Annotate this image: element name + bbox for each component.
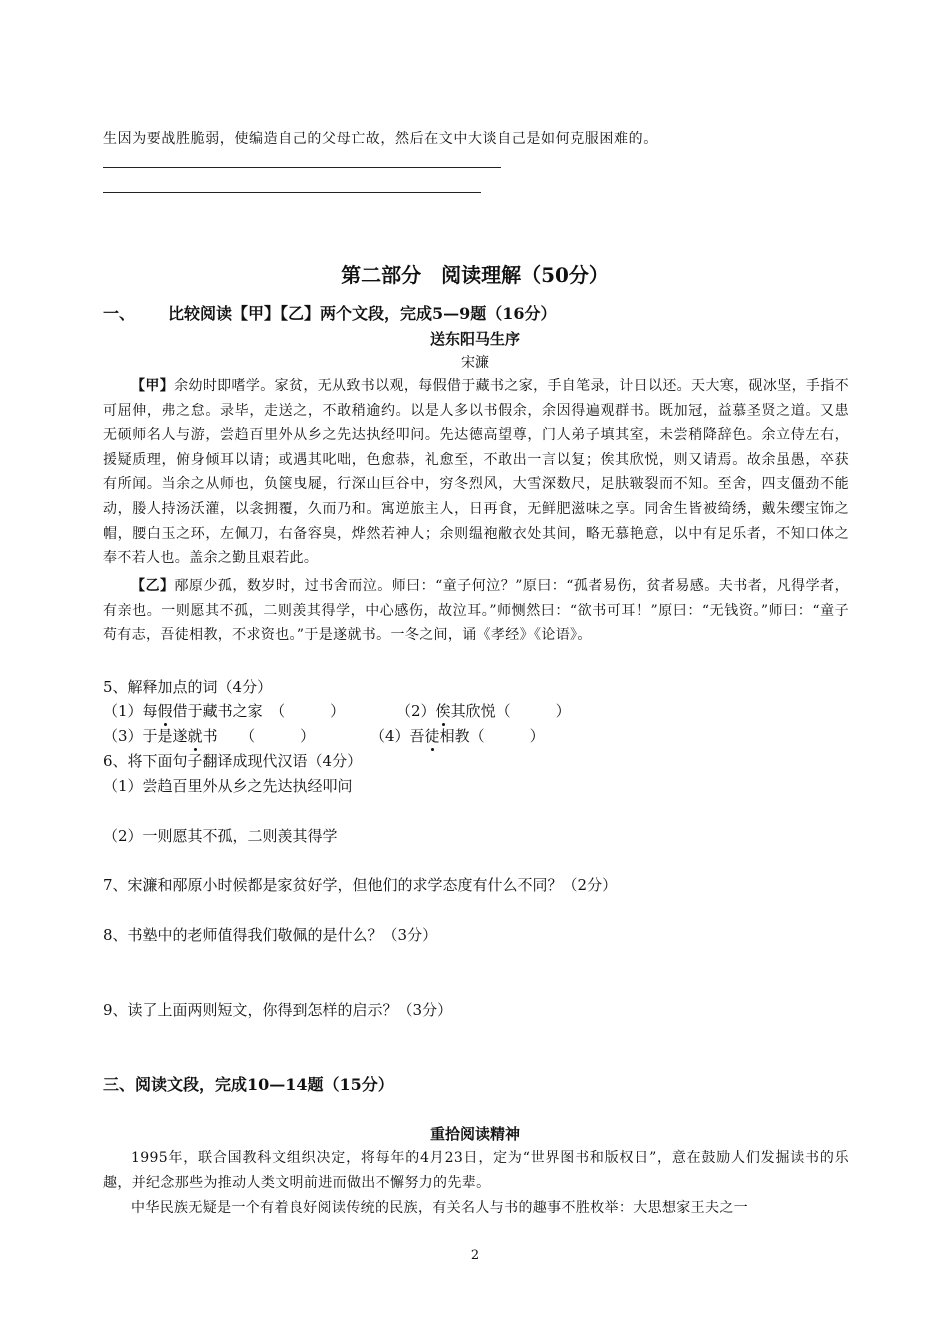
passage-title: 送东阳马生序: [429, 330, 520, 348]
q5-2-post: 其欣悦（ ）: [450, 702, 571, 720]
q5-3-post: 书 （ ）: [202, 727, 316, 745]
question-6-1: （1）尝趋百里外从乡之先达执经叩问: [103, 777, 353, 795]
question-6: 6、将下面句子翻译成现代汉语（4分）: [103, 752, 363, 770]
carryover-text: 生因为要战胜脆弱，使编造自己的父母亡故，然后在文中大谈自己是如何克服困难的。: [103, 131, 658, 147]
question-5: 5、解释加点的词（4分）: [103, 678, 273, 696]
question-9: 9、读了上面两则短文，你得到怎样的启示？（3分）: [103, 1001, 453, 1019]
section-3-heading: 三、阅读文段，完成10—14题（15分）: [103, 1075, 394, 1094]
part-title: 第二部分 阅读理解（50分）: [341, 263, 609, 287]
q5-1-dotted-word: 假: [157, 702, 173, 720]
q5-1-pre: （1）每: [103, 702, 158, 720]
passage-yi: [103, 574, 849, 648]
page-number: 2: [470, 1248, 480, 1263]
question-5-4: [370, 725, 545, 746]
section-3-paragraph-1: 1995年，联合国教科文组织决定，将每年的4月23日，定为“世界图书和版权日”，意在鼓励人们发掘读书的乐趣，并纪念那些为推动人类文明前进而做出不懈努力的先辈。: [103, 1150, 849, 1191]
passage-jia-mark: 【甲】: [131, 378, 175, 394]
section-3-paragraph-2: 中华民族无疑是一个有着良好阅读传统的民族，有关名人与书的趣事不胜枚举：大思想家王夫之一: [131, 1200, 749, 1216]
section-heading: 比较阅读【甲】【乙】两个文段，完成5—9题（16分）: [168, 304, 557, 323]
q5-2-pre: （2）: [396, 702, 436, 720]
question-7: 7、宋濂和邴原小时候都是家贫好学，但他们的求学态度有什么不同？（2分）: [103, 876, 618, 894]
passage-yi-text: 邴原少孤，数岁时，过书舍而泣。师曰：“童子何泣？”原曰：“孤者易伤，贫者易感。夫书者，凡得学者，有亲也。一则愿其不孤，二则羡其得学，中心感伤，故泣耳。”师恻然曰：“欲书可耳！”原曰：“无钱资。”师曰：“童子苟有志，吾徒相教，不求资也。”于是遂就书。一冬之间，诵《孝经》《论语》。: [103, 578, 849, 644]
q5-4-dotted-word: 徒: [424, 727, 440, 745]
q5-4-pre: （4）吾: [370, 727, 425, 745]
q5-4-post: 相教（ ）: [439, 727, 545, 745]
q5-3-pre: （3）于是遂: [103, 727, 188, 745]
passage-author: 宋濂: [461, 355, 489, 371]
question-8: 8、书塾中的老师值得我们敬佩的是什么？（3分）: [103, 926, 438, 944]
q5-1-post: 借于藏书之家 （ ）: [172, 702, 346, 720]
question-6-2: （2）一则愿其不孤，二则羡其得学: [103, 827, 338, 845]
q5-3-dotted-word: 就: [187, 727, 203, 745]
passage-jia: [103, 374, 849, 571]
section-3-passage-title: 重拾阅读精神: [429, 1125, 520, 1143]
section-number: 一、: [103, 304, 136, 323]
q5-2-dotted-word: 俟: [435, 702, 451, 720]
answer-line-1: [103, 167, 501, 168]
question-5-3: [103, 725, 315, 746]
question-5-1: [103, 700, 345, 721]
passage-jia-text: 余幼时即嗜学。家贫，无从致书以观，每假借于藏书之家，手自笔录，计日以还。天大寒，砚冰坚，手指不可屈伸，弗之怠。录毕，走送之，不敢稍逾约。以是人多以书假余，余因得遍观群书。既加冠，益慕圣贤之道。又患无硕师名人与游，尝趋百里外从乡之先达执经叩问。先达德高望尊，门人弟子填其室，未尝稍降辞色。余立侍左右，援疑质理，俯身倾耳以请；或遇其叱咄，色愈恭，礼愈至，不敢出一言以复；俟其欣悦，则又请焉。故余虽愚，卒获有所闻。当余之从师也，负箧曳屣，行深山巨谷中，穷冬烈风，大雪深数尺，足肤皲裂而不知。至舍，四支僵劲不能动，媵人持汤沃灌，以衾拥覆，久而乃和。寓逆旅主人，日再食，无鲜肥滋味之享。同舍生皆被绮绣，戴朱缨宝饰之帽，腰白玉之环，左佩刀，右备容臭，烨然若神人；余则缊袍敝衣处其间，略无慕艳意，以中有足乐者，不知口体之奉不若人也。盖余之勤且艰若此。: [103, 378, 849, 567]
passage-yi-mark: 【乙】: [131, 578, 175, 594]
answer-line-2: [103, 192, 481, 193]
question-5-2: [396, 700, 571, 721]
